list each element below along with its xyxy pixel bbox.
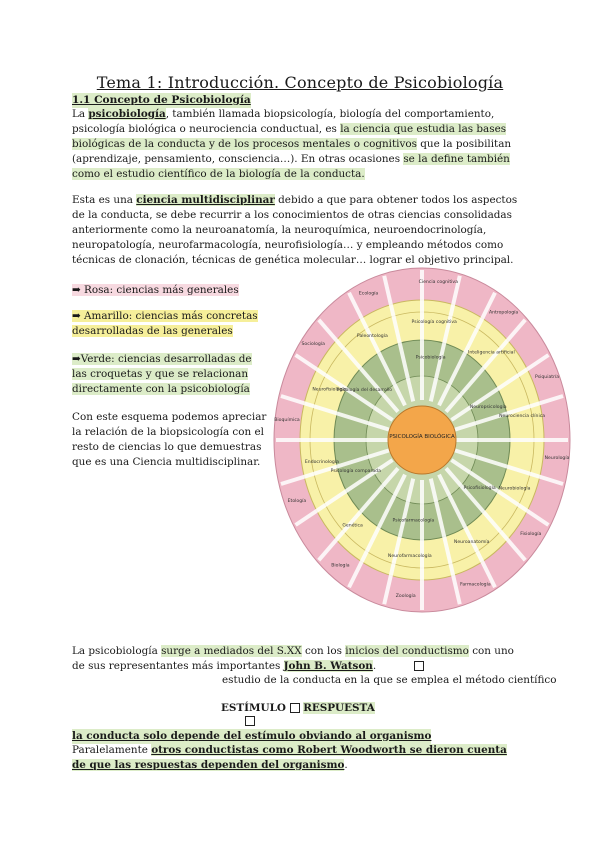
behaviorism-statement: la conducta solo depende del estímulo obviando al organismo (72, 730, 432, 742)
center-circle (388, 406, 456, 474)
green-ring-label: Psicología del desarrollo (336, 387, 393, 393)
paragraph-history: La psicobiología surge a mediados del S.XX con los inicios del conductismo con uno de sus representantes más importantes John B. Watson. (72, 645, 514, 672)
page-title: Tema 1: Introducción. Concepto de Psicobiología (96, 73, 504, 92)
yellow-ring-label: Neurofarmacología (387, 554, 432, 560)
pink-ring-label: Ecología (358, 291, 379, 297)
paragraph-multidisciplinary: Esta es una ciencia multidisciplinar debido a que para obtener todos los aspectos de la conducta, se debe recurrir a los conocimientos de otras ciencias consolidadas anteriormente como la neuroanatomía, la neuroquímica, neuroendocrinología, neuropatología, neurofarmacología, neurofisiología… y empleando métodos como técnicas de clonación, técnicas de genética molecular… lograr el objetivo principal. (72, 194, 518, 266)
yellow-ring-label: Neurofisiología (312, 387, 347, 393)
yellow-ring-label: Inteligencia artificial (468, 350, 515, 356)
pink-ring-label: Biología (331, 563, 350, 569)
yellow-ring-label: Neurobiología (498, 486, 531, 492)
pink-ring-label: Psiquiatría (535, 374, 560, 380)
yellow-ring-label: Genética (342, 523, 363, 529)
green-ring-label: Psicología comparada (330, 469, 381, 475)
yellow-ring-label: Neuroanatomía (453, 540, 490, 546)
pink-ring-label: Zoología (395, 593, 416, 599)
center-label: PSICOLOGÍA BIOLÓGICA (389, 434, 455, 440)
pink-ring-label: Farmacología (460, 582, 491, 588)
yellow-ring-label: Endocrinología (304, 459, 339, 465)
green-ring-label: Psicofisiología (463, 486, 496, 492)
pink-ring-label: Neurología (544, 455, 570, 461)
paragraph-woodworth: Paralelamente otros conductistas como Robert Woodworth se dieron cuenta de que las respuestas dependen del organismo. (72, 744, 507, 771)
pink-ring-label: Sociología (301, 342, 325, 348)
paragraph-definition: La psicobiología, también llamada biopsicología, biología del comportamiento, psicología biológica o neurociencia conductual, es la ciencia que estudia las bases biológicas de la conducta y de los procesos mentales o cognitivos que la posibilitan (aprendizaje, pensamiento, consciencia…). En otras ocasiones se la define también como el estudio científico de la biología de la conducta. (72, 108, 512, 180)
pink-ring-label: Ciencia cognitiva (418, 280, 458, 286)
diagram-note: Con este esquema podemos apreciar la relación de la biopsicología con el resto de ciencias lo que demuestras que es una Ciencia multidisciplinar. (72, 411, 267, 468)
multidisciplinary-diagram (270, 262, 580, 622)
checkbox-3 (245, 716, 255, 726)
yellow-ring-label: Psicología cognitiva (411, 319, 457, 325)
green-ring-label: Psicofarmacología (392, 518, 435, 524)
behaviorism-note: estudio de la conducta en la que se emplea el método científico (222, 674, 557, 686)
pink-ring-label: Bioquímica (274, 418, 300, 424)
pink-ring-label: Antropología (488, 310, 519, 316)
yellow-ring-label: Paleontología (356, 333, 388, 339)
legend-yellow: ➡ Amarillo: ciencias más concretas desarrolladas de las generales (72, 310, 258, 337)
pink-ring-label: Etología (287, 499, 307, 505)
section-heading: 1.1 Concepto de Psicobiología (72, 94, 251, 106)
legend-green: ➡Verde: ciencias desarrolladas de las croquetas y que se relacionan directamente con la psicobiología (72, 353, 252, 395)
stimulus-response: ESTÍMULO RESPUESTA (221, 702, 375, 714)
checkbox-1 (414, 661, 424, 671)
legend-pink: ➡ Rosa: ciencias más generales (72, 284, 239, 296)
checkbox-2 (290, 703, 300, 713)
yellow-ring-label: Neurociencia clínica (499, 414, 546, 420)
pink-ring-label: Fisiología (520, 531, 542, 537)
green-ring-label: Psicobiología (415, 355, 446, 361)
green-ring-label: Neuropsicología (469, 404, 507, 410)
